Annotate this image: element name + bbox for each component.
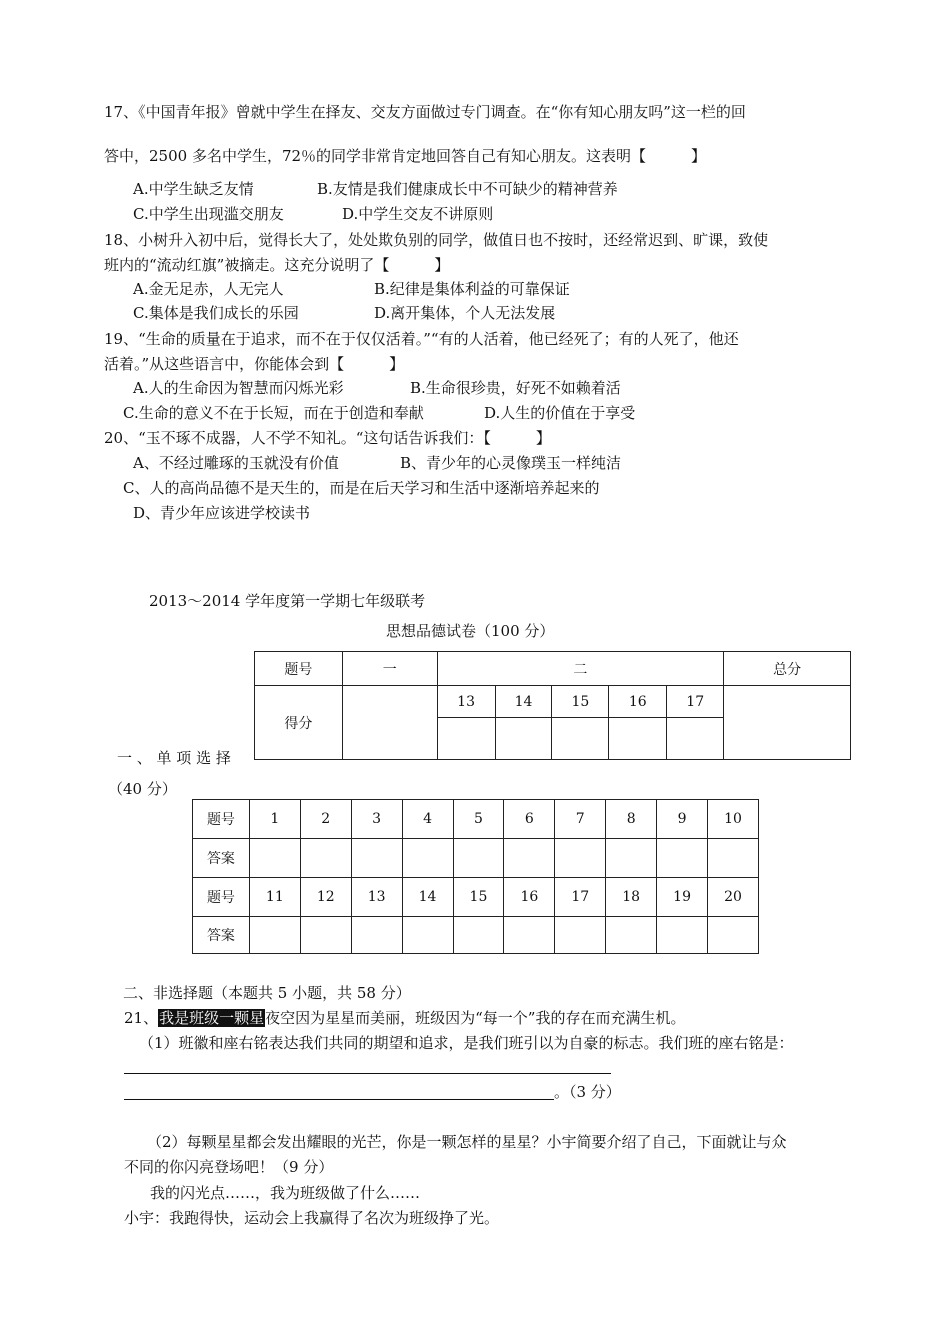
score-row-defen: 得分 xyxy=(255,686,343,760)
answer-num: 3 xyxy=(351,800,402,839)
answer-cell[interactable] xyxy=(555,917,606,954)
q17-stem-line1: 17、《中国青年报》曾就中学生在择友、交友方面做过专门调查。在“你有知心朋友吗”这一栏的回 xyxy=(104,103,746,121)
q21-sub1-points: 。（3 分） xyxy=(554,1083,621,1101)
score-header-part2: 二 xyxy=(437,652,724,686)
q21-stem xyxy=(124,1008,685,1028)
answer-num: 12 xyxy=(300,878,351,917)
answer-header-daan: 答案 xyxy=(193,917,250,954)
answer-cell[interactable] xyxy=(657,839,708,878)
q20-stem: 20、“玉不琢不成器，人不学不知礼。“这句话告诉我们：【 】 xyxy=(104,429,551,447)
answer-cell[interactable] xyxy=(453,839,504,878)
q21-number: 21、 xyxy=(124,1009,159,1027)
answer-cell[interactable] xyxy=(708,917,759,954)
section2-title: 二、非选择题（本题共 5 小题，共 58 分） xyxy=(123,984,411,1002)
q17-option-d: D.中学生交友不讲原则 xyxy=(342,205,494,223)
q21-sub2-line1: （2）每颗星星都会发出耀眼的光芒，你是一颗怎样的星星？小宇简要介绍了自己，下面就让与众 xyxy=(147,1133,787,1151)
score-num-13: 13 xyxy=(437,686,495,718)
answer-num: 20 xyxy=(708,878,759,917)
answer-cell[interactable] xyxy=(351,839,402,878)
answer-cell[interactable] xyxy=(657,917,708,954)
q21-sub1-text: （1）班徽和座右铭表达我们共同的期望和追求，是我们班引以为自豪的标志。我们班的座右铭是： xyxy=(139,1034,794,1052)
answer-line-2[interactable] xyxy=(124,1099,554,1100)
q19-stem-line1: 19、“生命的质量在于追求，而不在于仅仅活着。”“有的人活着，他已经死了；有的人死了，他还 xyxy=(104,330,739,348)
score-cell-16[interactable] xyxy=(609,718,667,760)
answer-cell[interactable] xyxy=(300,917,351,954)
q18-option-b: B.纪律是集体利益的可靠保证 xyxy=(374,280,570,298)
answer-num: 16 xyxy=(504,878,555,917)
answer-cell[interactable] xyxy=(504,839,555,878)
q18-stem-line2: 班内的“流动红旗”被摘走。这充分说明了【 】 xyxy=(104,256,450,274)
q18-stem-line1: 18、小树升入初中后，觉得长大了，处处欺负别的同学，做值日也不按时，还经常迟到、旷课，致使 xyxy=(104,231,769,249)
q17-stem-line2: 答中，2500 多名中学生，72％的同学非常肯定地回答自己有知心朋友。这表明【 】 xyxy=(104,147,707,165)
answer-cell[interactable] xyxy=(504,917,555,954)
answer-cell[interactable] xyxy=(402,839,453,878)
answer-header-daan: 答案 xyxy=(193,839,250,878)
score-num-14: 14 xyxy=(495,686,552,718)
answer-header-tihao: 题号 xyxy=(193,800,250,839)
answer-cell[interactable] xyxy=(351,917,402,954)
answer-cell[interactable] xyxy=(606,839,657,878)
answer-num: 7 xyxy=(555,800,606,839)
score-num-15: 15 xyxy=(552,686,609,718)
score-header-tihao: 题号 xyxy=(255,652,343,686)
q20-option-b: B、青少年的心灵像璞玉一样纯洁 xyxy=(400,454,622,472)
q21-stem-rest: 夜空因为星星而美丽，班级因为“每一个”我的存在而充满生机。 xyxy=(265,1009,686,1027)
answer-table xyxy=(192,799,759,954)
answer-num: 2 xyxy=(300,800,351,839)
score-cell-total[interactable] xyxy=(724,686,851,760)
answer-num: 8 xyxy=(606,800,657,839)
q17-option-a: A.中学生缺乏友情 xyxy=(133,180,254,198)
score-cell-part1[interactable] xyxy=(342,686,437,760)
score-header-total: 总分 xyxy=(724,652,851,686)
q18-option-a: A.金无足赤，人无完人 xyxy=(133,280,284,298)
q19-option-d: D.人生的价值在于享受 xyxy=(484,404,636,422)
answer-cell[interactable] xyxy=(555,839,606,878)
q17-option-b: B.友情是我们健康成长中不可缺少的精神营养 xyxy=(317,180,618,198)
q21-prompt: 我的闪光点……，我为班级做了什么…… xyxy=(150,1184,421,1202)
score-cell-15[interactable] xyxy=(552,718,609,760)
score-table xyxy=(254,651,851,760)
answer-num: 14 xyxy=(402,878,453,917)
q20-option-d: D、青少年应该进学校读书 xyxy=(133,504,311,522)
answer-cell[interactable] xyxy=(300,839,351,878)
q20-option-c: C、人的高尚品德不是天生的，而是在后天学习和生活中逐渐培养起来的 xyxy=(123,479,600,497)
answer-num: 17 xyxy=(555,878,606,917)
score-num-16: 16 xyxy=(609,686,667,718)
q19-option-c: C.生命的意义不在于长短，而在于创造和奉献 xyxy=(123,404,424,422)
answer-header-tihao: 题号 xyxy=(193,878,250,917)
q19-option-b: B.生命很珍贵，好死不如赖着活 xyxy=(410,379,621,397)
answer-line-1[interactable] xyxy=(124,1073,611,1074)
score-cell-13[interactable] xyxy=(437,718,495,760)
score-cell-14[interactable] xyxy=(495,718,552,760)
section1-points: （40 分） xyxy=(108,780,177,798)
answer-num: 15 xyxy=(453,878,504,917)
score-num-17: 17 xyxy=(667,686,724,718)
section1-title: 一 、 单 项 选 择 xyxy=(117,749,231,767)
q18-option-d: D.离开集体，个人无法发展 xyxy=(374,304,556,322)
q18-option-c: C.集体是我们成长的乐园 xyxy=(133,304,299,322)
q20-option-a: A、不经过雕琢的玉就没有价值 xyxy=(133,454,339,472)
answer-cell[interactable] xyxy=(606,917,657,954)
answer-cell[interactable] xyxy=(453,917,504,954)
q21-highlight-title: 我是班级一颗星 xyxy=(159,1009,265,1027)
answer-num: 1 xyxy=(249,800,300,839)
answer-num: 18 xyxy=(606,878,657,917)
xiaoyu-example: 小宇：我跑得快，运动会上我赢得了名次为班级挣了光。 xyxy=(124,1209,500,1227)
q19-option-a: A.人的生命因为智慧而闪烁光彩 xyxy=(133,379,344,397)
answer-cell[interactable] xyxy=(708,839,759,878)
q19-stem-line2: 活着。”从这些语言中，你能体会到【 】 xyxy=(104,355,405,373)
q21-sub2-line2: 不同的你闪亮登场吧！（9 分） xyxy=(124,1158,334,1176)
answer-num: 10 xyxy=(708,800,759,839)
answer-num: 4 xyxy=(402,800,453,839)
answer-cell[interactable] xyxy=(402,917,453,954)
answer-num: 6 xyxy=(504,800,555,839)
school-year-heading: 2013～2014 学年度第一学期七年级联考 xyxy=(149,592,426,610)
exam-title: 思想品德试卷（100 分） xyxy=(386,622,555,640)
answer-num: 5 xyxy=(453,800,504,839)
score-header-part1: 一 xyxy=(342,652,437,686)
answer-cell[interactable] xyxy=(249,839,300,878)
q17-option-c: C.中学生出现滥交朋友 xyxy=(133,205,284,223)
answer-num: 19 xyxy=(657,878,708,917)
score-cell-17[interactable] xyxy=(667,718,724,760)
answer-cell[interactable] xyxy=(249,917,300,954)
answer-num: 13 xyxy=(351,878,402,917)
answer-num: 9 xyxy=(657,800,708,839)
answer-num: 11 xyxy=(249,878,300,917)
